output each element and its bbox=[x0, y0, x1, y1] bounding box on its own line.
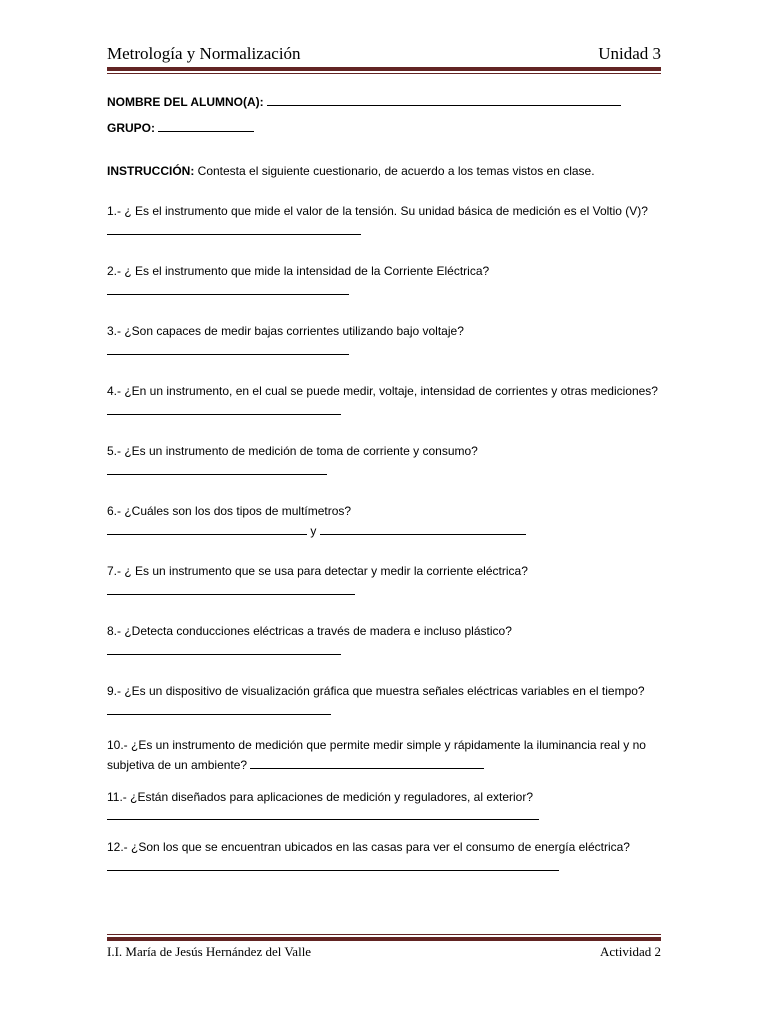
student-name-field[interactable] bbox=[267, 92, 621, 106]
question-5 bbox=[107, 442, 661, 475]
unit-label: Unidad 3 bbox=[598, 44, 661, 63]
question-text: 10.- ¿Es un instrumento de medición que permite medir simple y rápidamente la iluminancia real y no subjetiva de un ambiente? bbox=[107, 738, 646, 772]
question-text: 11.- ¿Están diseñados para aplicaciones de medición y reguladores, al exterior? bbox=[107, 790, 534, 804]
footer-rule-thick bbox=[107, 937, 661, 941]
answer-field[interactable] bbox=[107, 701, 331, 715]
instruction bbox=[107, 162, 661, 181]
page-footer bbox=[107, 944, 661, 966]
header-rule-thin bbox=[107, 73, 661, 74]
question-text: 1.- ¿ Es el instrumento que mide el valor de la tensión. Su unidad básica de medición es el Voltio (V)? bbox=[107, 204, 648, 218]
question-9 bbox=[107, 682, 661, 721]
answer-field[interactable] bbox=[107, 819, 539, 820]
question-12 bbox=[107, 838, 661, 871]
student-name-row bbox=[107, 92, 661, 112]
answer-field-1[interactable] bbox=[107, 521, 307, 535]
question-11 bbox=[107, 788, 661, 820]
question-text: 4.- ¿En un instrumento, en el cual se puede medir, voltaje, intensidad de corrientes y otras mediciones? bbox=[107, 384, 658, 398]
group-field[interactable] bbox=[158, 118, 254, 132]
subject-title: Metrología y Normalización bbox=[107, 44, 301, 63]
question-10 bbox=[107, 736, 661, 775]
question-text: 6.- ¿Cuáles son los dos tipos de multímetros? bbox=[107, 504, 352, 518]
author-name: I.I. María de Jesús Hernández del Valle bbox=[107, 944, 312, 959]
footer-rule-thin bbox=[107, 934, 661, 935]
question-1 bbox=[107, 202, 661, 241]
student-name-label: NOMBRE DEL ALUMNO(A): bbox=[107, 95, 264, 109]
instruction-label: INSTRUCCIÓN: bbox=[107, 164, 195, 178]
group-row bbox=[107, 118, 661, 138]
answer-field[interactable] bbox=[107, 594, 355, 595]
answer-field[interactable] bbox=[107, 870, 559, 871]
question-2 bbox=[107, 262, 661, 295]
activity-label: Actividad 2 bbox=[599, 944, 661, 959]
question-4 bbox=[107, 382, 661, 421]
page-header bbox=[107, 44, 661, 68]
question-3 bbox=[107, 322, 661, 355]
answer-field[interactable] bbox=[107, 654, 341, 655]
answer-field[interactable] bbox=[107, 354, 349, 355]
instruction-text: Contesta el siguiente cuestionario, de acuerdo a los temas vistos en clase. bbox=[194, 164, 595, 178]
answer-field[interactable] bbox=[107, 221, 361, 235]
answer-field-2[interactable] bbox=[320, 521, 526, 535]
question-text: 8.- ¿Detecta conducciones eléctricas a través de madera e incluso plástico? bbox=[107, 624, 512, 638]
answer-field[interactable] bbox=[107, 294, 349, 295]
question-text: 7.- ¿ Es un instrumento que se usa para detectar y medir la corriente eléctrica? bbox=[107, 564, 528, 578]
answer-field[interactable] bbox=[107, 474, 327, 475]
answer-connector: y bbox=[310, 524, 317, 538]
question-text: 2.- ¿ Es el instrumento que mide la intensidad de la Corriente Eléctrica? bbox=[107, 264, 490, 278]
question-8 bbox=[107, 622, 661, 655]
question-text: 9.- ¿Es un dispositivo de visualización gráfica que muestra señales eléctricas variables en el tiempo? bbox=[107, 684, 645, 698]
header-rule-thick bbox=[107, 67, 661, 71]
question-text: 12.- ¿Son los que se encuentran ubicados en las casas para ver el consumo de energía eléctrica? bbox=[107, 840, 630, 854]
question-text: 5.- ¿Es un instrumento de medición de toma de corriente y consumo? bbox=[107, 444, 478, 458]
answer-row bbox=[107, 521, 661, 541]
group-label: GRUPO: bbox=[107, 121, 155, 135]
answer-field[interactable] bbox=[107, 401, 341, 415]
question-6 bbox=[107, 502, 661, 541]
question-7 bbox=[107, 562, 661, 595]
answer-field[interactable] bbox=[250, 755, 484, 769]
question-text: 3.- ¿Son capaces de medir bajas corrientes utilizando bajo voltaje? bbox=[107, 324, 464, 338]
